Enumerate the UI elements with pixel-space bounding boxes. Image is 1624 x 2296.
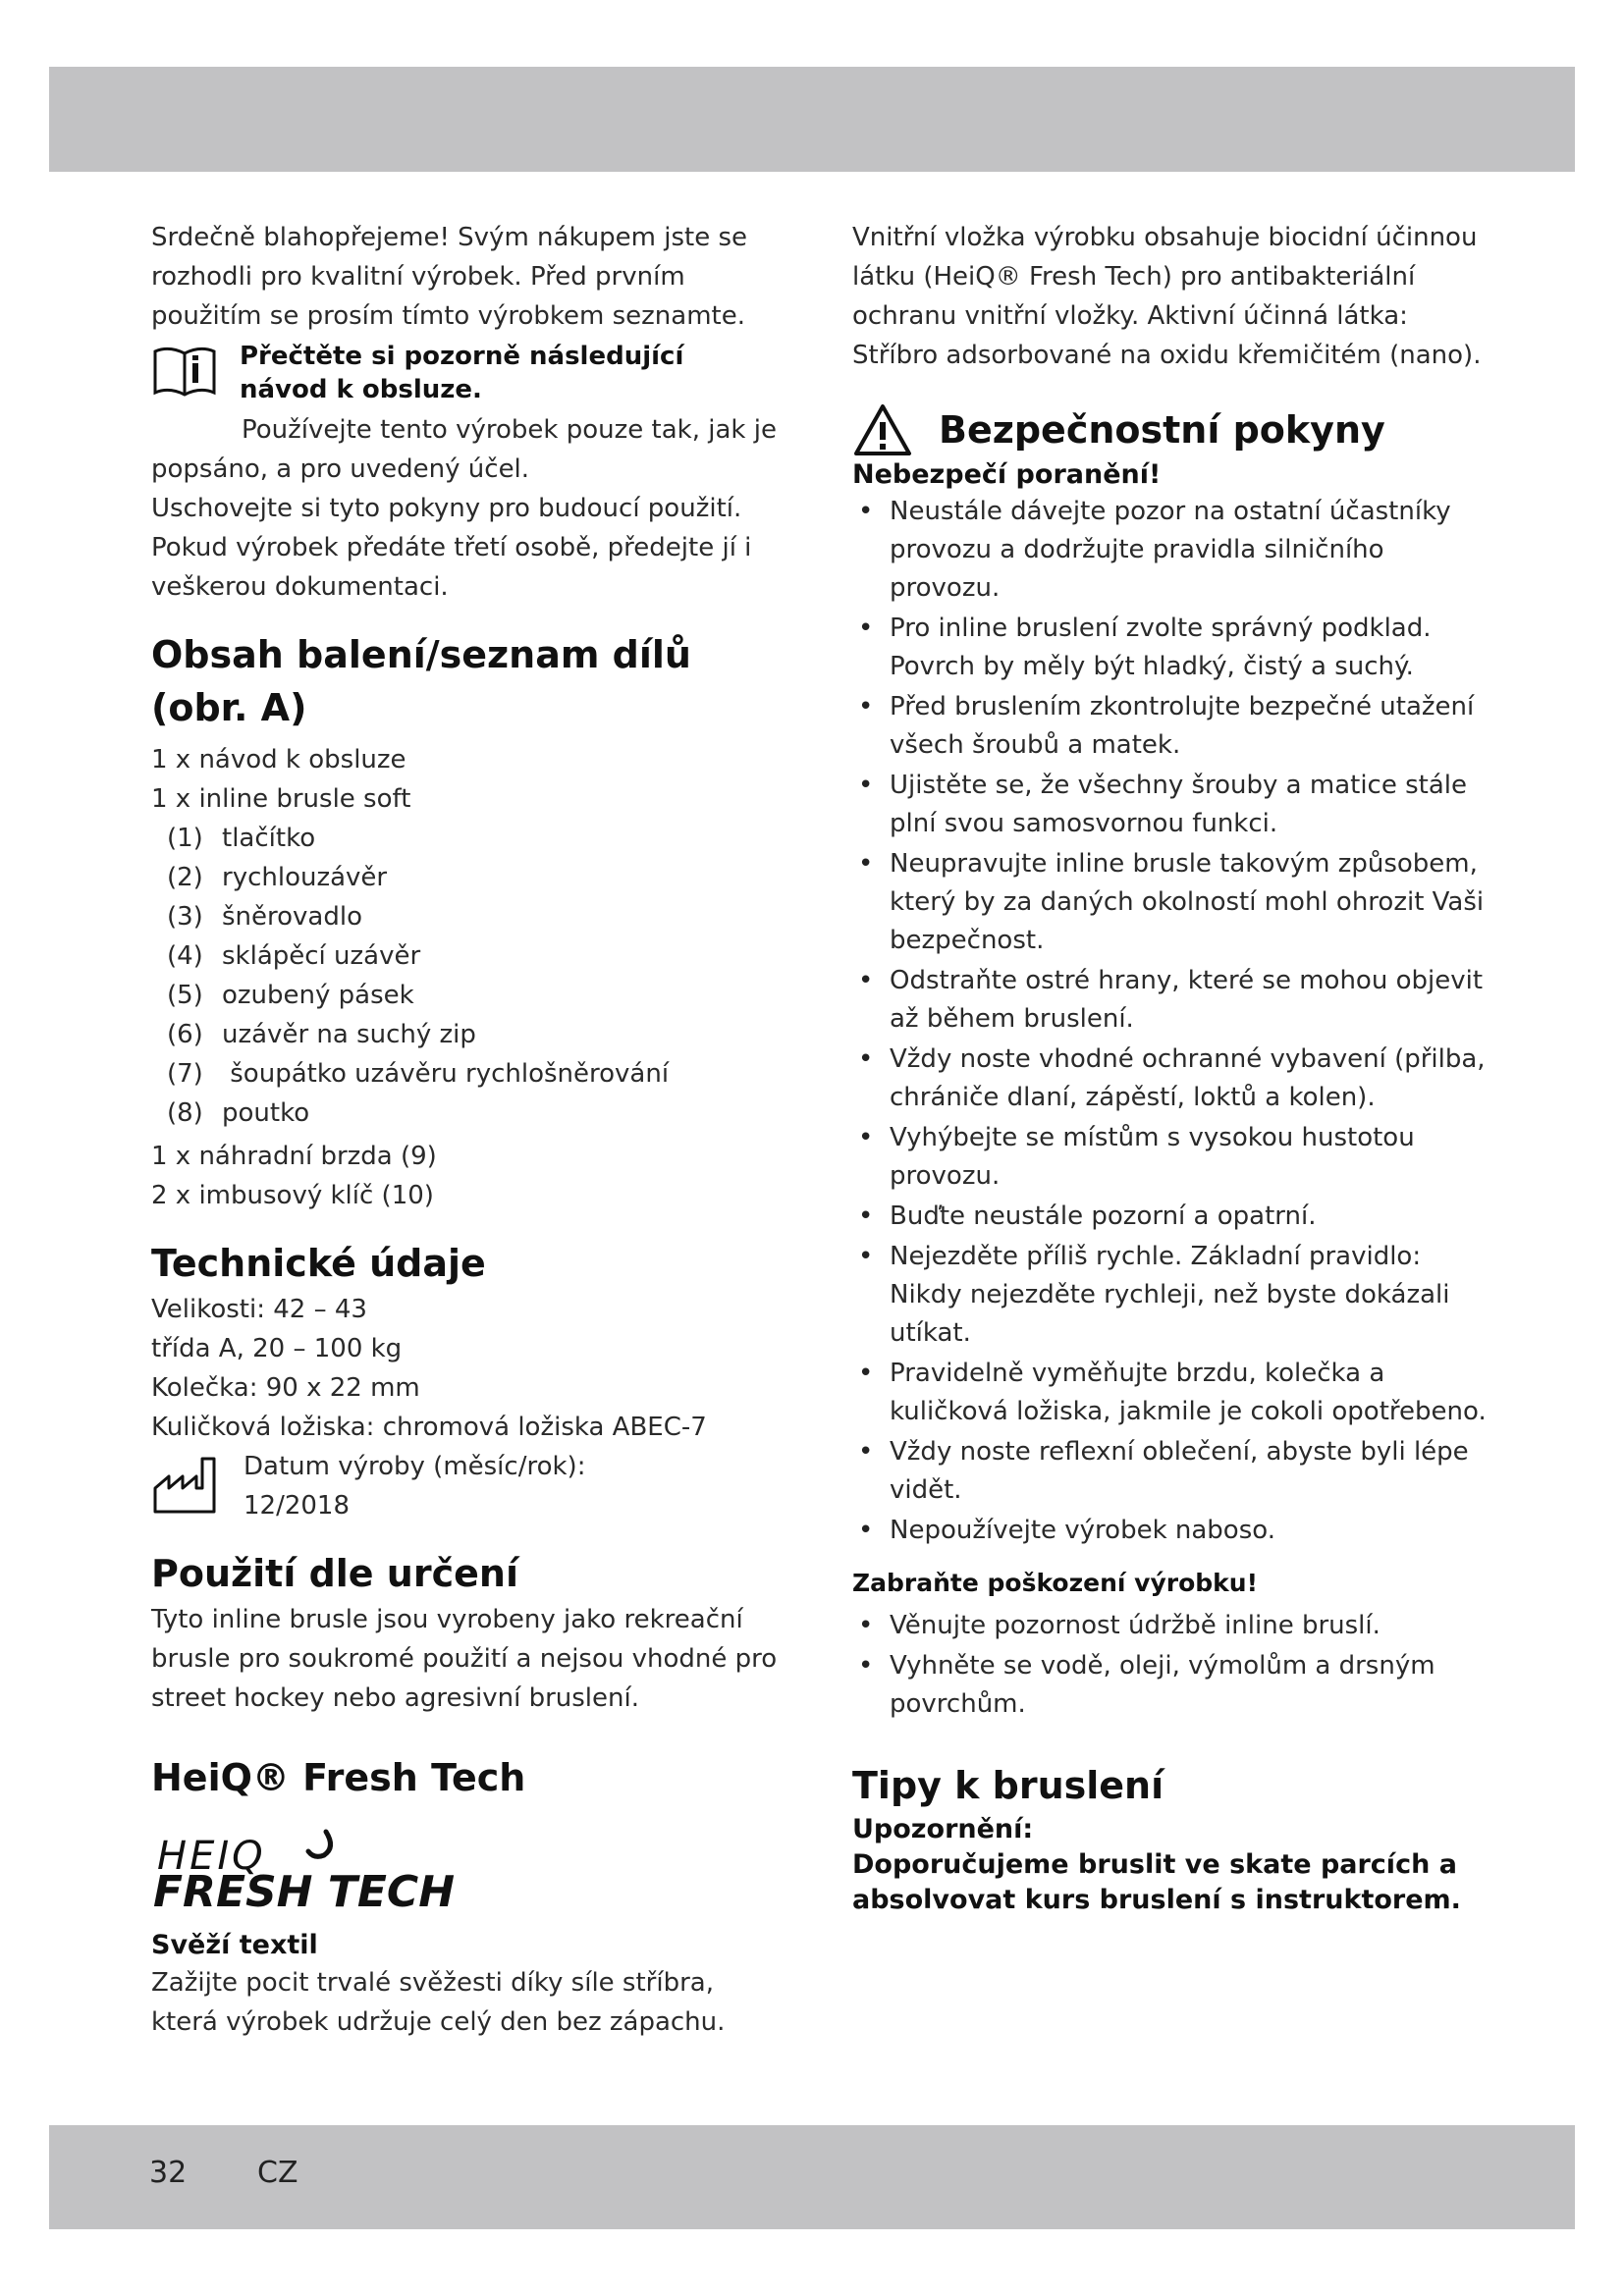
parts-line: 2 x imbusový klíč (10) [151, 1181, 434, 1210]
tech-bearings: Kuličková ložiska: chromová ložiska ABEC-7 [151, 1413, 707, 1442]
list-item: • Ujistěte se, že všechny šrouby a matice stále plní svou samosvornou funkci. [852, 767, 1490, 843]
list-item: • Pro inline bruslení zvolte správný podklad. Povrch by měly být hladký, čistý a suchý. [852, 610, 1490, 686]
list-item: • Neustále dávejte pozor na ostatní účastníky provozu a dodržujte pravidla silničního provozu. [852, 493, 1490, 608]
part-item: (5) ozubený pásek [167, 981, 414, 1010]
biocide-text: Vnitřní vložka výrobku obsahuje biocidní účinnou látku (HeiQ® Fresh Tech) pro antibakteriální ochranu vnitřní vložky. Aktivní účinná látka: Stříbro adsorbované na oxidu křemičitém (nano). [852, 223, 1482, 370]
tech-sizes: Velikosti: 42 – 43 [151, 1295, 367, 1324]
list-item: • Neupravujte inline brusle takovým způsobem, který by za daných okolností mohl ohrozit Vaši bezpečnost. [852, 845, 1490, 960]
parts-line: 1 x náhradní brzda (9) [151, 1142, 437, 1171]
usage-text: Tyto inline brusle jsou vyrobeny jako rekreační brusle pro soukromé použití a nejsou vhodné pro street hockey nebo agresivní bruslení. [151, 1605, 778, 1713]
list-item: • Nepoužívejte výrobek naboso. [852, 1512, 1490, 1550]
list-item: • Vždy noste reflexní oblečení, abyste byli lépe vidět. [852, 1433, 1490, 1510]
read-manual-notice [151, 340, 780, 406]
list-item: • Pravidelně vyměňujte brzdu, kolečka a kuličková ložiska, jakmile je cokoli opotřebeno. [852, 1355, 1490, 1431]
left-column [151, 218, 780, 2042]
tech-title: Technické údaje [151, 1242, 486, 1285]
contents-title: Obsah balení/seznam dílů (obr. A) [151, 633, 691, 729]
part-item: (4) sklápěcí uzávěr [167, 941, 421, 971]
logo-top-text: HEIQ [157, 1834, 266, 1879]
list-item: • Vyhněte se vodě, oleji, výmolům a drsným povrchům. [852, 1647, 1490, 1724]
usage-note: Používejte tento výrobek pouze tak, jak je popsáno, a pro uvedený účel. [151, 415, 777, 484]
language-code: CZ [257, 2156, 298, 2190]
logo-bottom-text: FRESH TECH [153, 1867, 456, 1912]
safety-heading [852, 402, 1490, 457]
page-number: 32 [149, 2156, 188, 2190]
usage-title: Použití dle určení [151, 1552, 518, 1595]
list-item: • Vždy noste vhodné ochranné vybavení (přilba, chrániče dlaní, zápěstí, loktů a kolen). [852, 1041, 1490, 1117]
list-item: • Nejezděte příliš rychle. Základní pravidlo: Nikdy nejezděte rychleji, než byste dokázali utíkat. [852, 1238, 1490, 1353]
list-item: • Buďte neustále pozorní a opatrní. [852, 1198, 1490, 1236]
heiq-logo [151, 1818, 780, 1916]
list-item: • Věnujte pozornost údržbě inline bruslí. [852, 1607, 1490, 1645]
parts-list [151, 740, 780, 1215]
list-item: • Odstraňte ostré hrany, které se mohou objevit až během bruslení. [852, 962, 1490, 1039]
tech-class: třída A, 20 – 100 kg [151, 1334, 403, 1363]
part-item: (2) rychlouzávěr [167, 863, 388, 892]
heiq-text: Zažijte pocit trvalé svěžesti díky síle stříbra, která výrobek udržuje celý den bez zápachu. [151, 1968, 726, 2037]
header-bar [49, 67, 1575, 172]
part-item: (3) šněrovadlo [167, 902, 362, 932]
heiq-title: HeiQ® Fresh Tech [151, 1756, 526, 1799]
right-column [852, 218, 1490, 1918]
part-item: (8) poutko [167, 1098, 310, 1128]
damage-title: Zabraňte poškození výrobku! [852, 1569, 1258, 1597]
parts-line: 1 x inline brusle soft [151, 784, 411, 814]
part-item: (6) uzávěr na suchý zip [167, 1020, 476, 1049]
parts-line: 1 x návod k obsluze [151, 745, 406, 774]
tips-text: Doporučujeme bruslit ve skate parcích a absolvovat kurs bruslení s instruktorem. [852, 1849, 1461, 1915]
keep-instructions: Uschovejte si tyto pokyny pro budoucí použití. Pokud výrobek předáte třetí osobě, předejte jí i veškerou dokumentaci. [151, 494, 752, 602]
list-item: • Vyhýbejte se místům s vysokou hustotou provozu. [852, 1119, 1490, 1196]
manufacture-date [151, 1447, 780, 1525]
heiq-subtitle: Svěží textil [151, 1930, 318, 1960]
book-info-icon [151, 342, 218, 399]
part-item: (7) šoupátko uzávěru rychlošněrování [167, 1059, 670, 1089]
intro-text: Srdečně blahopřejeme! Svým nákupem jste se rozhodli pro kvalitní výrobek. Před prvním použitím se prosím tímto výrobkem seznamte. [151, 223, 748, 331]
factory-icon [151, 1455, 222, 1516]
safety-title: Bezpečnostní pokyny [939, 408, 1385, 452]
injury-title: Nebezpečí poranění! [852, 459, 1162, 490]
warning-icon [852, 402, 913, 457]
date-value: 12/2018 [244, 1491, 351, 1521]
part-item: (1) tlačítko [167, 824, 316, 853]
injury-list [852, 493, 1490, 1550]
tips-note: Upozornění: [852, 1814, 1034, 1844]
date-label: Datum výroby (měsíc/rok): [244, 1452, 586, 1481]
tech-wheels: Kolečka: 90 x 22 mm [151, 1373, 420, 1403]
damage-list [852, 1607, 1490, 1724]
list-item: • Před bruslením zkontrolujte bezpečné utažení všech šroubů a matek. [852, 688, 1490, 765]
tips-title: Tipy k bruslení [852, 1764, 1164, 1807]
notice-text: Přečtěte si pozorně následující návod k obsluze. [240, 342, 684, 404]
